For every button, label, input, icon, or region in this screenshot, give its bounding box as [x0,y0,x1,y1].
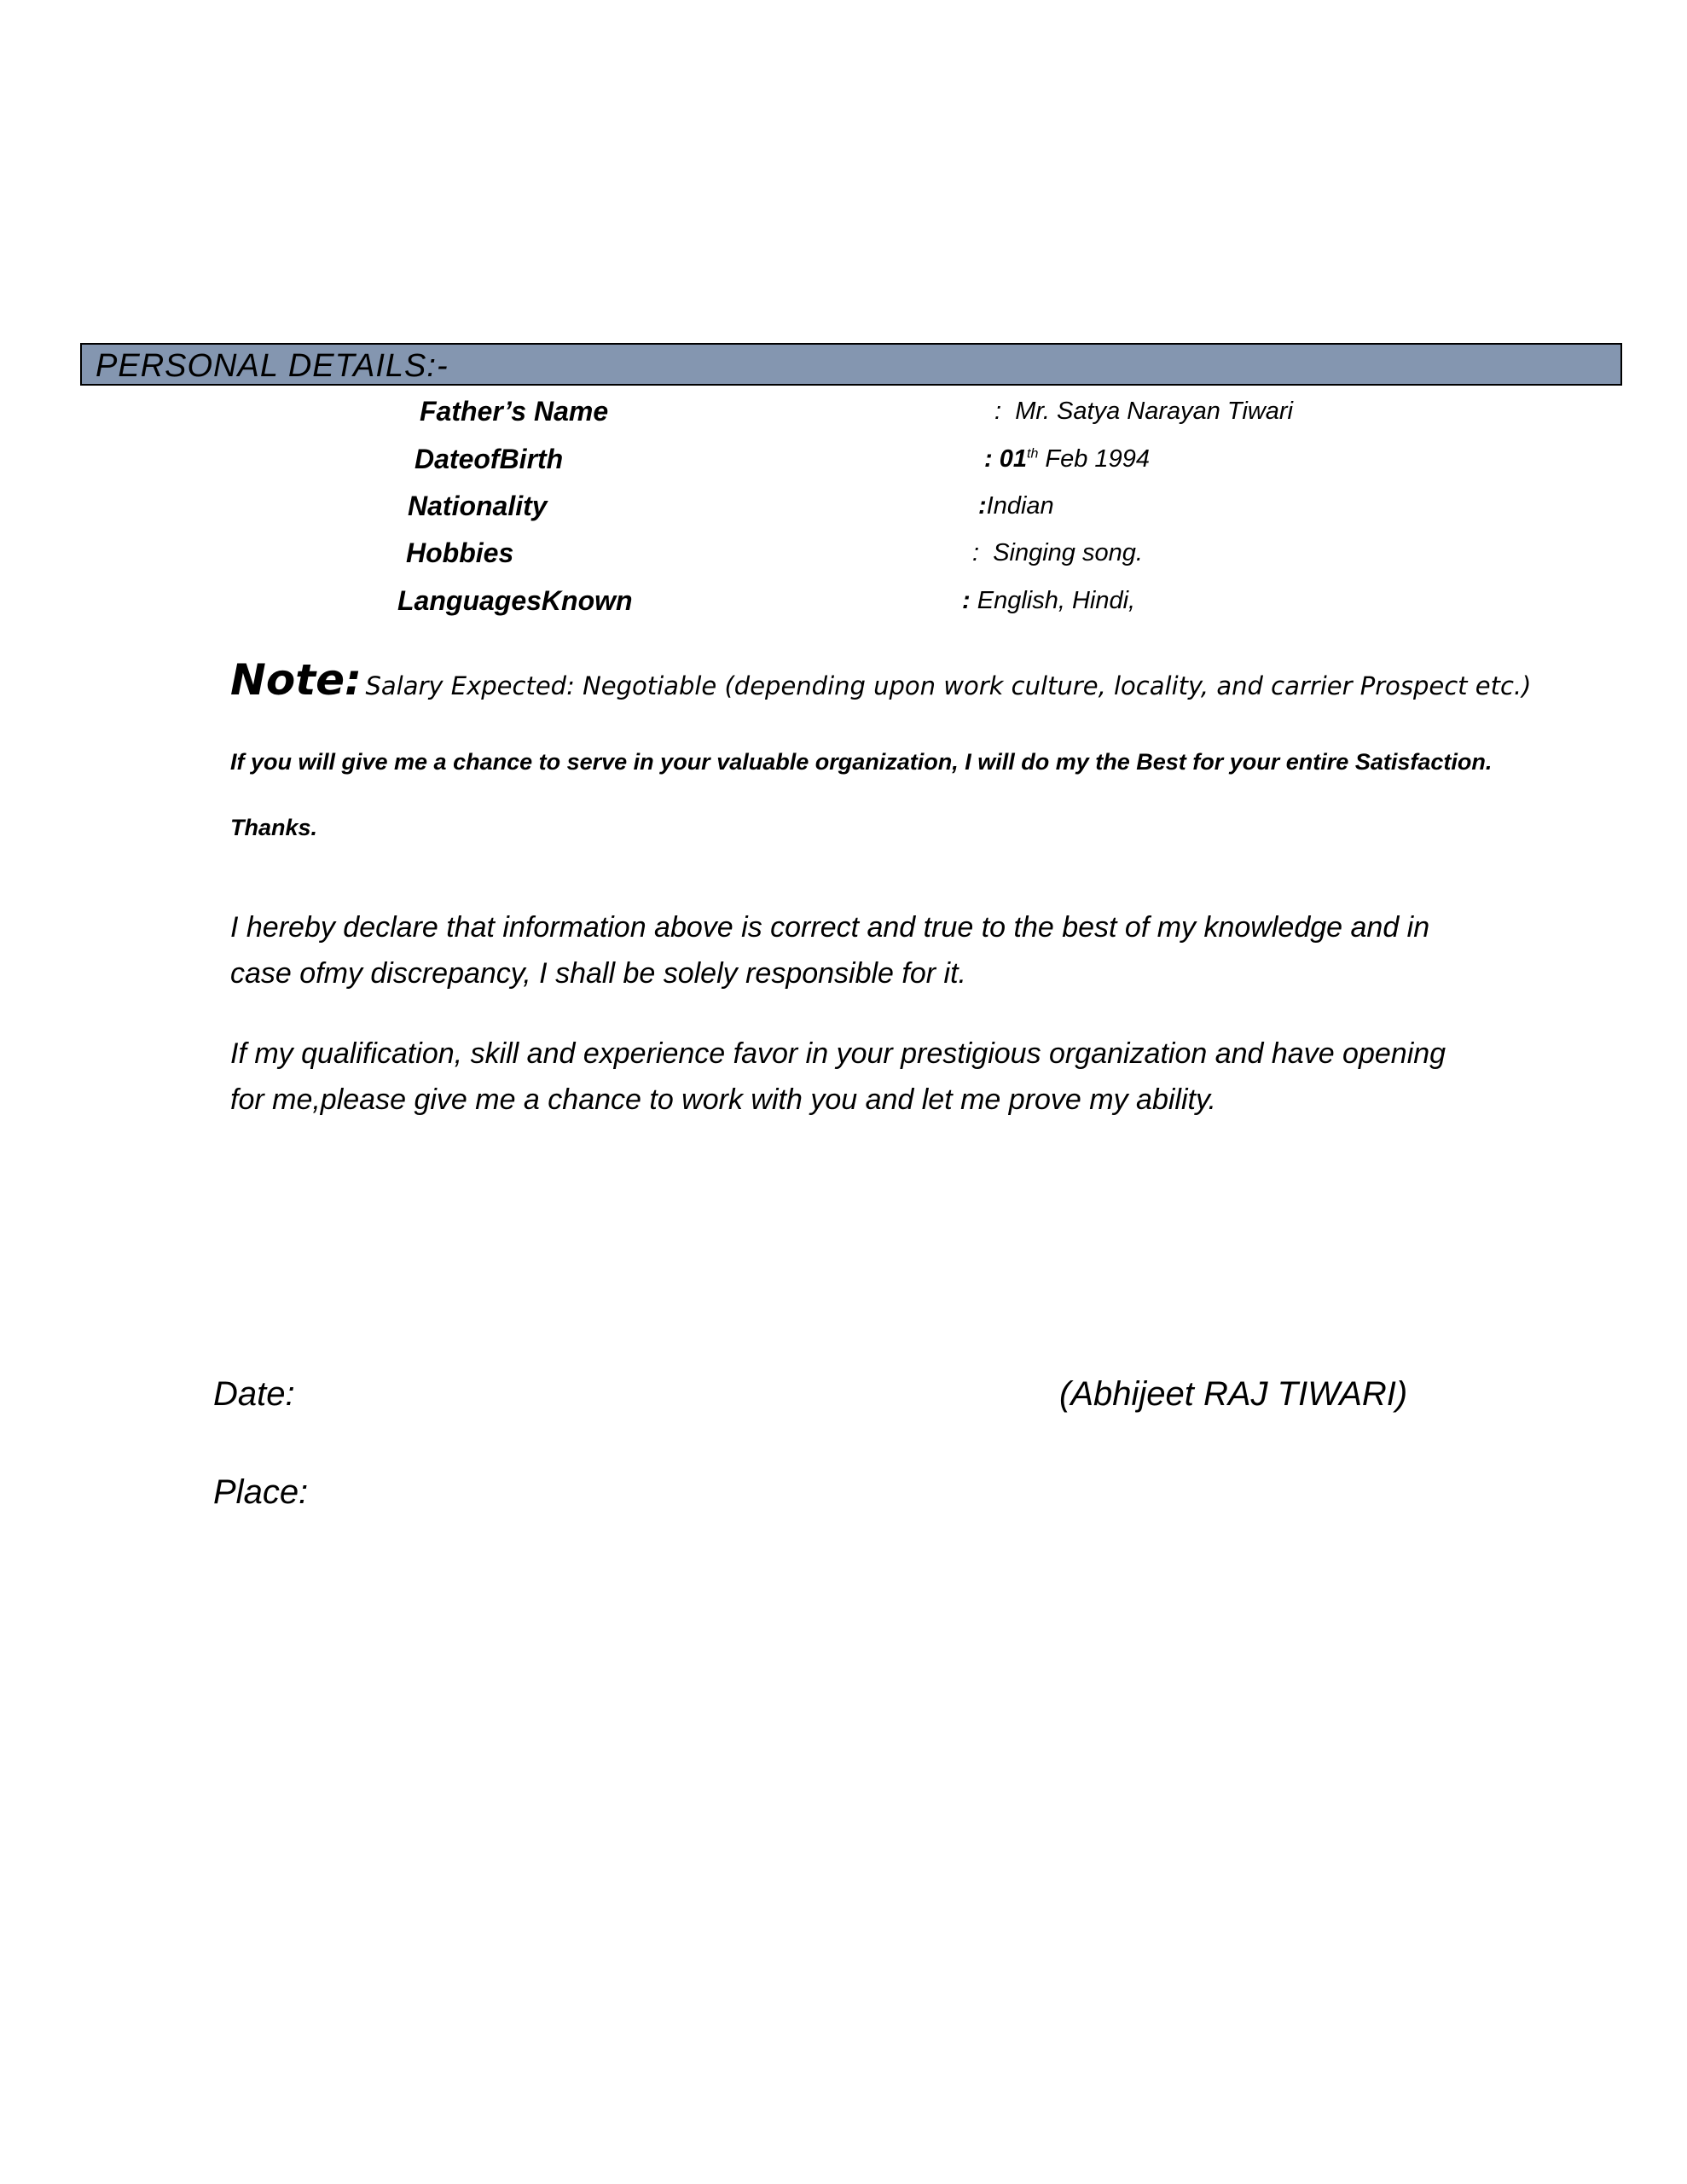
languages-value: : English, Hindi, [962,587,1136,614]
thanks-text: Thanks. [230,815,318,840]
hobbies-value: : Singing song. [972,539,1143,566]
declaration-paragraph: I hereby declare that information above is correct and true to the best of my knowledge and in case ofmy discrepancy, I shall be solely responsible for it. [230,911,1430,990]
note-title: Note: [230,655,362,705]
note-text: Salary Expected: Negotiable (depending upon work culture, locality, and carrier Prospect etc.) [365,671,1532,700]
qualification-paragraph: If my qualification, skill and experience favor in your prestigious organization and have opening for me,please give me a chance to work with you and let me prove my ability. [230,1037,1446,1116]
hobbies-label: Hobbies [406,537,514,568]
fathers-name-label: Father’s Name [420,396,609,427]
dob-value: : 01th Feb 1994 [984,445,1150,473]
signature-name: (Abhijeet RAJ TIWARI) [1059,1375,1408,1413]
dob-label: DateofBirth [415,444,564,474]
date-label: Date: [213,1375,295,1413]
section-title: PERSONAL DETAILS:- [96,348,449,384]
fathers-name-value: : Mr. Satya Narayan Tiwari [994,398,1293,425]
nationality-label: Nationality [408,491,548,521]
chance-line: If you will give me a chance to serve in your valuable organization, I will do my the Best for your entire Satisfaction. [230,749,1493,775]
languages-label: LanguagesKnown [397,585,633,616]
personal-details-header [80,343,1622,386]
nationality-value: :Indian [978,492,1054,520]
place-label: Place: [213,1473,309,1511]
note-line [230,655,1531,705]
